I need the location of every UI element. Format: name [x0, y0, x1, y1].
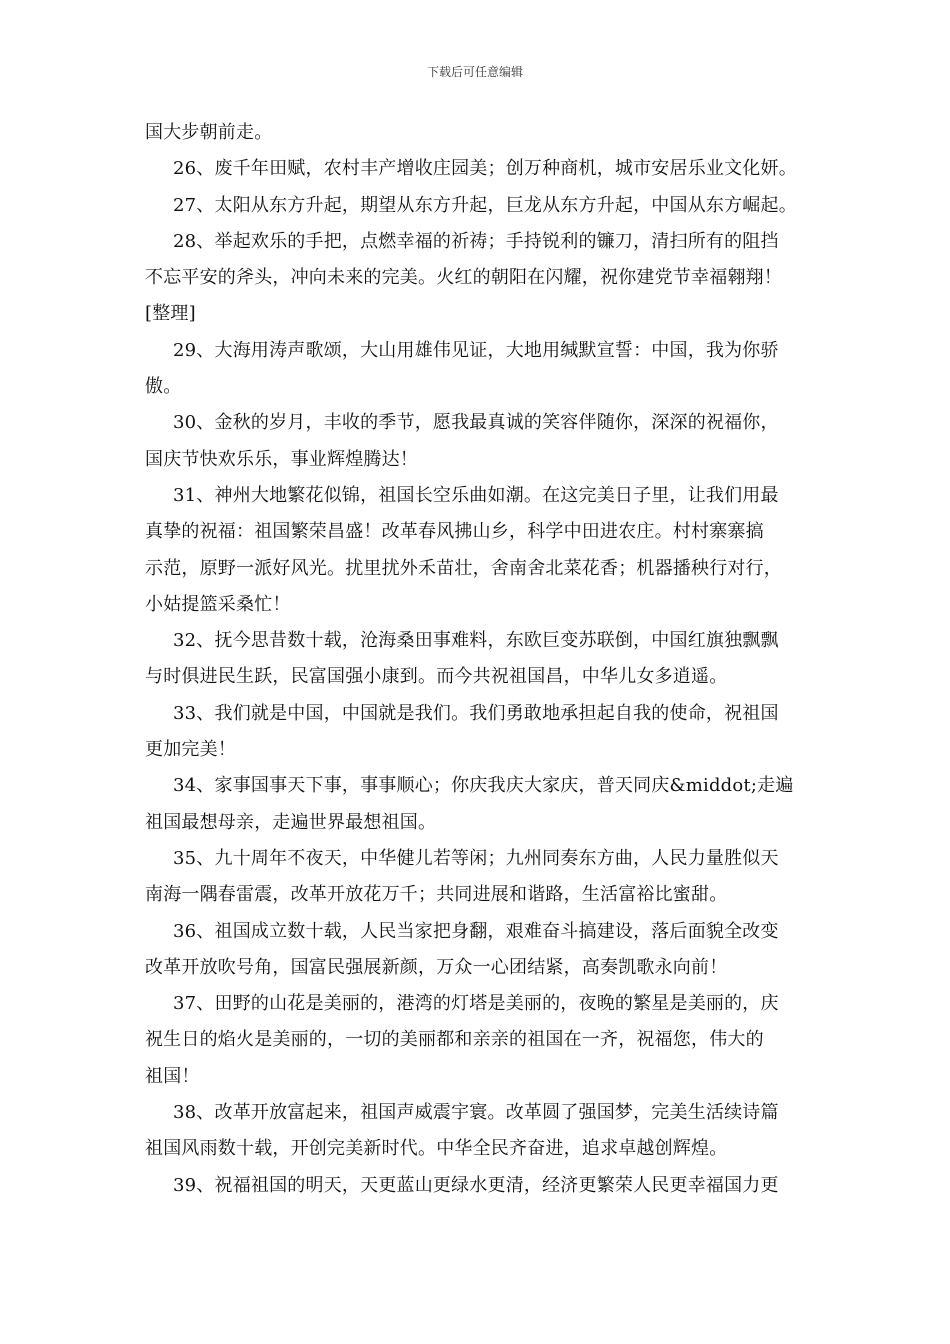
text-line: 祝生日的焰火是美丽的，一切的美丽都和亲亲的祖国在一齐，祝福您，伟大的	[145, 1029, 764, 1051]
text-line: 国庆节快欢乐乐，事业辉煌腾达！	[145, 448, 418, 470]
text-line: 小姑提篮采桑忙！	[145, 593, 291, 615]
text-line: 改革开放吹号角，国富民强展新颜，万众一心团结紧，高奏凯歌永向前！	[145, 956, 728, 978]
text-line: 南海一隅春雷震，改革开放花万千；共同进展和谐路，生活富裕比蜜甜。	[145, 884, 728, 906]
text-line: 27、太阳从东方升起，期望从东方升起，巨龙从东方升起，中国从东方崛起。	[173, 194, 797, 216]
text-line: 国大步朝前走。	[145, 122, 273, 143]
text-line: 示范，原野一派好风光。扰里扰外禾苗壮，舍南舍北菜花香；机器播秧行对行，	[145, 557, 782, 579]
text-line: 29、大海用涛声歌颂，大山用雄伟见证，大地用缄默宣誓：中国，我为你骄	[173, 339, 779, 361]
text-line: 真挚的祝福：祖国繁荣昌盛！改革春风拂山乡，科学中田进农庄。村村寨寨搞	[145, 521, 764, 543]
text-line: 32、抚今思昔数十载，沧海桑田事难料，东欧巨变苏联倒，中国红旗独飘飘	[173, 630, 779, 652]
text-line: 36、祖国成立数十载，人民当家把身翻，艰难奋斗搞建设，落后面貌全改变	[173, 920, 779, 942]
text-line: [整理]	[145, 303, 196, 325]
text-line: 30、金秋的岁月，丰收的季节，愿我最真诚的笑容伴随你，深深的祝福你，	[173, 412, 779, 434]
text-line: 与时俱进民生跃，民富国强小康到。而今共祝祖国昌，中华儿女多逍遥。	[145, 666, 728, 688]
text-line: 38、改革开放富起来，祖国声威震宇寰。改革圆了强国梦，完美生活续诗篇	[173, 1102, 779, 1124]
text-line: 祖国！	[145, 1065, 200, 1087]
text-line: 35、九十周年不夜天，中华健儿若等闲；九州同奏东方曲，人民力量胜似天	[173, 847, 779, 869]
text-line: 33、我们就是中国，中国就是我们。我们勇敢地承担起自我的使命，祝祖国	[173, 702, 779, 724]
text-line: 28、举起欢乐的手把，点燃幸福的祈祷；手持锐利的镰刀，清扫所有的阻挡	[173, 230, 779, 252]
text-line: 更加完美！	[145, 739, 236, 761]
text-line: 31、神州大地繁花似锦，祖国长空乐曲如潮。在这完美日子里，让我们用最	[173, 484, 779, 506]
document-body	[145, 115, 815, 1204]
text-line: 26、废千年田赋，农村丰产增收庄园美；创万种商机，城市安居乐业文化妍。	[173, 158, 797, 180]
text-line: 祖国风雨数十载，开创完美新时代。中华全民齐奋进，追求卓越创辉煌。	[145, 1138, 728, 1160]
text-line: 37、田野的山花是美丽的，港湾的灯塔是美丽的，夜晚的繁星是美丽的，庆	[173, 993, 779, 1015]
text-line: 34、家事国事天下事，事事顺心；你庆我庆大家庆，普天同庆&middot;走遍	[173, 775, 794, 797]
text-line: 祖国最想母亲，走遍世界最想祖国。	[145, 811, 437, 833]
text-line: 傲。	[145, 376, 182, 398]
text-line: 39、祝福祖国的明天，天更蓝山更绿水更清，经济更繁荣人民更幸福国力更	[173, 1174, 779, 1196]
page-header: 下载后可任意编辑	[426, 65, 523, 79]
text-line: 不忘平安的斧头，冲向未来的完美。火红的朝阳在闪耀，祝你建党节幸福翱翔！	[145, 267, 782, 289]
